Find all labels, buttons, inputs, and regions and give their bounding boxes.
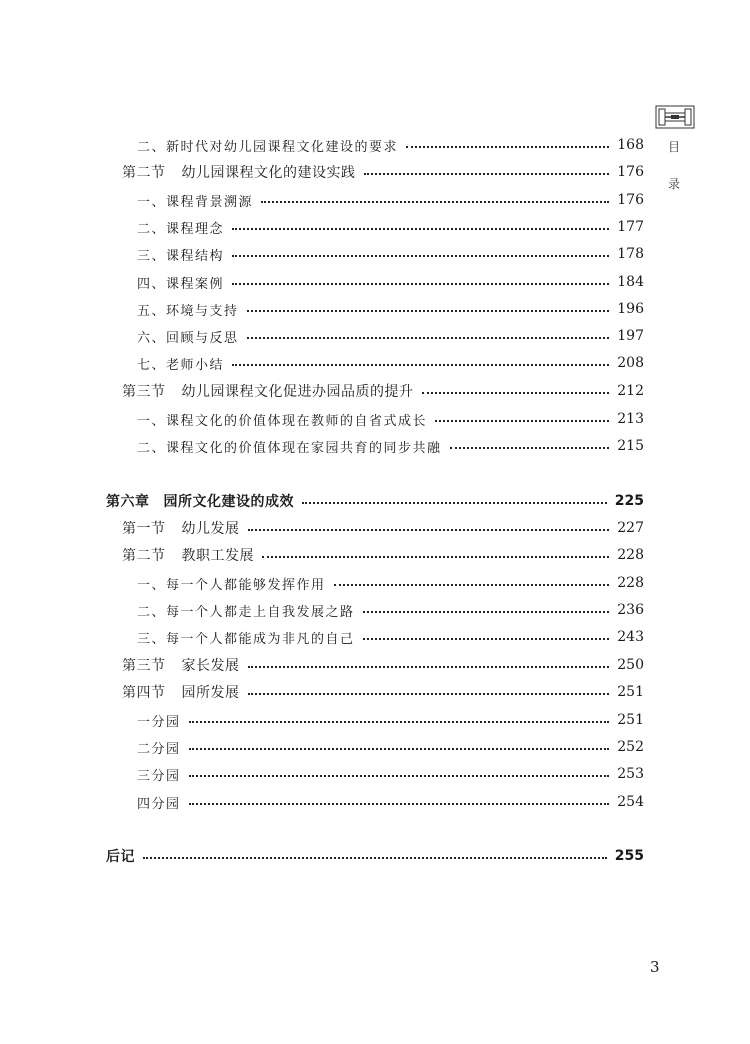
entry-title: 三分园 [137,768,181,784]
entry-page-number: 236 [617,602,644,618]
entry-page-number: 215 [617,438,644,454]
dot-leader [261,201,609,203]
entry-title: 四、课程案例 [137,276,225,292]
toc-entry-item[interactable] [137,409,644,429]
entry-title: 二、每一个人都走上自我发展之路 [137,604,355,620]
entry-page-number: 208 [617,355,644,371]
dot-leader [302,502,607,504]
toc-entry-item[interactable] [137,436,644,456]
dot-leader [406,146,609,148]
dot-leader [422,392,610,394]
entry-title: 家长发展 [181,658,240,674]
toc-entry-item[interactable] [137,627,644,647]
entry-page-number: 176 [617,164,644,180]
entry-title: 二分园 [137,741,181,757]
dot-leader [262,556,609,558]
entry-title: 一、课程背景溯源 [137,194,254,210]
dot-leader [334,584,610,586]
dot-leader [232,228,609,230]
entry-page-number: 168 [617,137,644,153]
entry-title: 一分园 [137,714,181,730]
toc-entry-item[interactable] [137,272,644,292]
entry-label: 第三节 [122,384,166,400]
entry-title: 幼儿发展 [181,521,240,537]
entry-label: 第一节 [122,521,166,537]
entry-page-number: 228 [617,575,644,591]
entry-label: 第二节 [122,165,166,181]
entry-title: 园所发展 [181,685,240,701]
toc-entry-section[interactable] [122,381,644,401]
entry-label: 第四节 [122,685,166,701]
toc-entry-item[interactable] [137,573,644,593]
entry-title: 一、每一个人都能够发挥作用 [137,577,326,593]
side-label-char: 录 [668,177,681,191]
dot-leader [248,529,610,531]
toc-entry-section[interactable] [122,518,644,538]
entry-title: 幼儿园课程文化促进办园品质的提升 [181,384,414,400]
dot-leader [143,857,607,859]
toc-entry-item[interactable] [137,244,644,264]
entry-page-number: 212 [617,383,644,399]
toc-entry-item[interactable] [137,710,644,730]
entry-page-number: 250 [617,657,644,673]
entry-page-number: 196 [617,301,644,317]
entry-title: 三、每一个人都能成为非凡的自己 [137,631,355,647]
dot-leader [189,775,610,777]
entry-page-number: 184 [617,274,644,290]
dot-leader [248,693,610,695]
dot-leader [189,721,610,723]
toc-entry-item[interactable] [137,353,644,373]
dot-leader [189,803,610,805]
entry-title: 六、回顾与反思 [137,330,239,346]
dot-leader [363,638,610,640]
entry-page-number: 177 [617,219,644,235]
entry-page-number: 251 [617,684,644,700]
entry-title: 二、新时代对幼儿园课程文化建设的要求 [137,139,399,155]
dot-leader [248,666,610,668]
dot-leader [247,337,610,339]
decorative-emblem-icon [655,104,695,130]
toc-entry-item[interactable] [137,217,644,237]
entry-page-number: 255 [614,848,644,864]
toc-entry-item[interactable] [137,600,644,620]
entry-page-number: 228 [617,547,644,563]
toc-entry-item[interactable] [137,737,644,757]
dot-leader [232,283,609,285]
toc-entry-item[interactable] [137,299,644,319]
entry-label: 第六章 [106,494,150,510]
dot-leader [450,447,610,449]
toc-entry-section[interactable] [122,162,644,182]
toc-entry-afterword[interactable] [106,846,644,866]
entry-page-number: 178 [617,246,644,262]
dot-leader [232,364,609,366]
entry-label: 第三节 [122,658,166,674]
entry-label: 第二节 [122,548,166,564]
toc-entry-item[interactable] [137,792,644,812]
entry-page-number: 253 [617,766,644,782]
entry-title: 四分园 [137,796,181,812]
toc-entry-section[interactable] [122,545,644,565]
toc-entry-section[interactable] [122,655,644,675]
toc-entry-item[interactable] [137,764,644,784]
entry-page-number: 243 [617,629,644,645]
entry-title: 五、环境与支持 [137,303,239,319]
dot-leader [363,611,610,613]
entry-page-number: 227 [617,520,644,536]
entry-title: 三、课程结构 [137,248,225,264]
toc-entry-section[interactable] [122,682,644,702]
dot-leader [232,255,609,257]
entry-title: 幼儿园课程文化的建设实践 [181,165,356,181]
entry-title: 后记 [106,849,135,865]
side-label-char: 目 [668,140,681,154]
entry-page-number: 225 [614,493,644,509]
entry-title: 二、课程理念 [137,221,225,237]
toc-entry-item[interactable] [137,135,644,155]
entry-title: 二、课程文化的价值体现在家园共育的同步共融 [137,440,442,456]
entry-page-number: 254 [617,794,644,810]
toc-entry-item[interactable] [137,326,644,346]
dot-leader [435,420,609,422]
dot-leader [189,748,610,750]
toc-entry-chapter[interactable] [106,491,644,511]
page-number: 3 [650,958,660,976]
toc-entry-item[interactable] [137,190,644,210]
entry-page-number: 197 [617,328,644,344]
entry-title: 教职工发展 [181,548,254,564]
dot-leader [364,173,610,175]
dot-leader [247,310,610,312]
entry-page-number: 251 [617,712,644,728]
entry-title: 七、老师小结 [137,357,225,373]
entry-title: 园所文化建设的成效 [163,494,294,510]
entry-title: 一、课程文化的价值体现在教师的自省式成长 [137,413,428,429]
entry-page-number: 252 [617,739,644,755]
entry-page-number: 213 [617,411,644,427]
entry-page-number: 176 [617,192,644,208]
